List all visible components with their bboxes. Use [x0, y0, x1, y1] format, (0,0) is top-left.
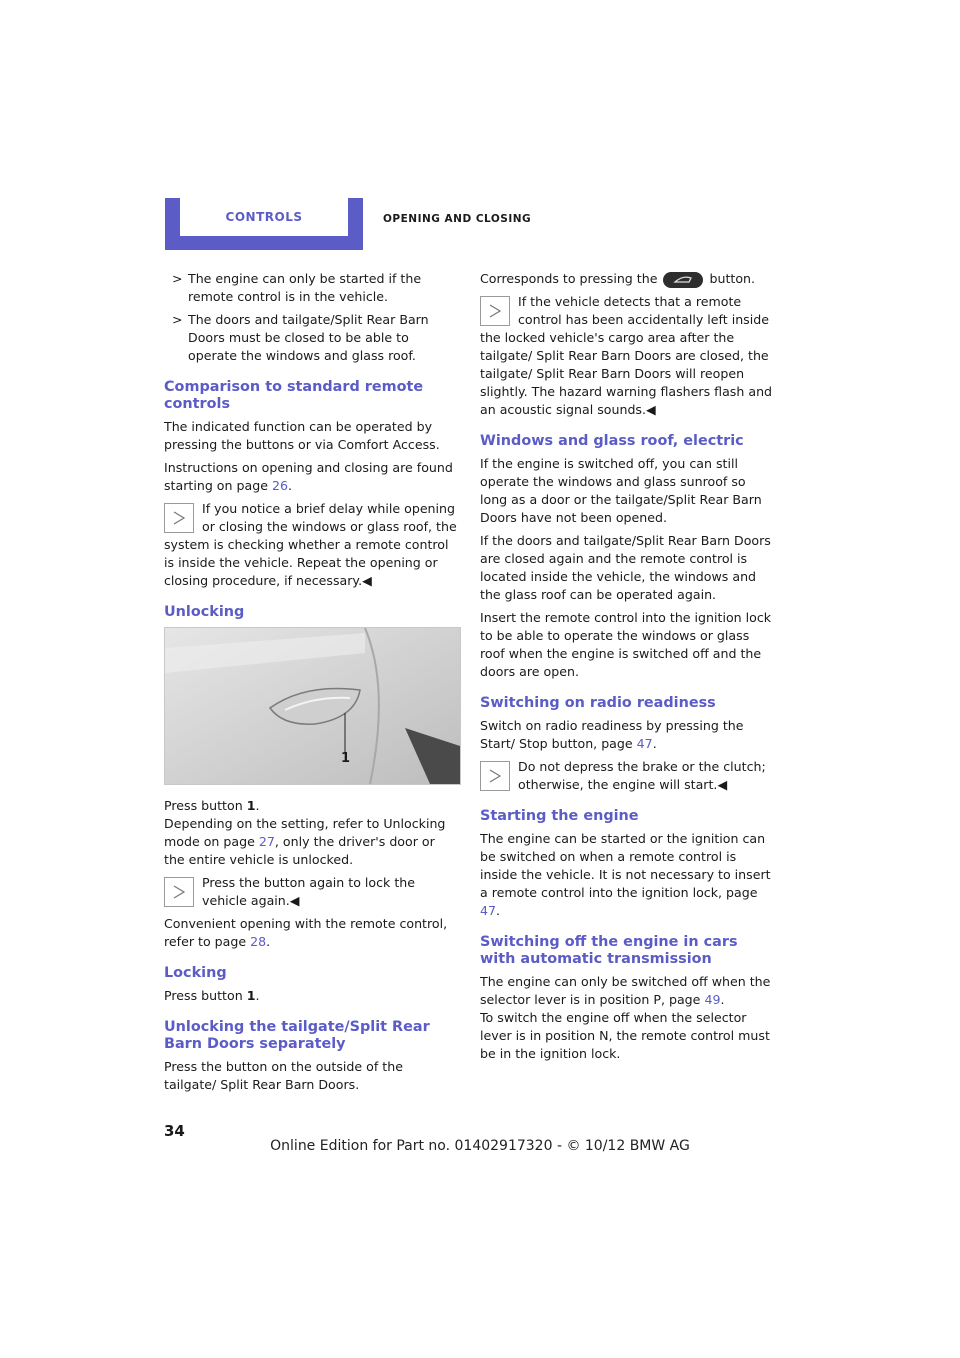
- paragraph: If the engine is switched off, you can still operate the windows and glass sunroof so long as a door or the tailgate/Split Rear Barn Doors have not been opened.: [480, 456, 762, 525]
- bullet-item: [164, 270, 459, 306]
- heading-tailgate: Unlocking the tailgate/Split Rear Barn Doors separately: [164, 1019, 430, 1052]
- footer-text: Online Edition for Part no. 01402917320 - © 10/12 BMW AG: [270, 1138, 690, 1154]
- paragraph: Depending on the setting, refer to Unlocking mode on page 27, only the driver's door or the entire vehicle is unlocked.: [164, 816, 446, 867]
- note-block: [164, 874, 459, 910]
- note-triangle-icon: [164, 877, 194, 907]
- chapter-tab-label: CONTROLS: [180, 198, 348, 236]
- heading-unlocking: Unlocking: [164, 604, 245, 620]
- image-callout: 1: [341, 751, 351, 766]
- note-block: [164, 500, 459, 590]
- end-marker: ◀: [362, 573, 372, 588]
- paragraph: Press button 1.: [164, 988, 260, 1003]
- paragraph: The indicated function can be operated by pressing the buttons or via Comfort Access.: [164, 419, 440, 452]
- page-link[interactable]: 27: [258, 834, 275, 849]
- page-link[interactable]: 47: [636, 736, 653, 751]
- paragraph: The engine can only be switched off when the selector lever is in position P, page 49.: [480, 974, 771, 1007]
- paragraph: Press the button on the outside of the tailgate/ Split Rear Barn Doors.: [164, 1059, 403, 1092]
- bullet-marker: >: [172, 312, 183, 327]
- door-handle-image: [164, 627, 461, 785]
- paragraph: The engine can be started or the ignition can be switched on when a remote control is inside the vehicle. It is not necessary to insert a remote control into the ignition lock, page 47.: [480, 831, 771, 918]
- paragraph: Switch on radio readiness by pressing the Start/ Stop button, page 47.: [480, 718, 744, 751]
- bullet-marker: >: [172, 271, 183, 286]
- note-triangle-icon: [164, 503, 194, 533]
- note-triangle-icon: [480, 296, 510, 326]
- page-link[interactable]: 28: [250, 934, 267, 949]
- paragraph: Convenient opening with the remote control, refer to page 28.: [164, 916, 448, 949]
- end-marker: ◀: [646, 402, 656, 417]
- page-link[interactable]: 49: [704, 992, 721, 1007]
- paragraph: If the doors and tailgate/Split Rear Barn Doors are closed again and the remote control is located inside the vehicle, the windows and the glass roof can be operated again.: [480, 533, 771, 602]
- paragraph: Corresponds to pressing the button.: [480, 271, 756, 286]
- note-text: If you notice a brief delay while opening or closing the windows or glass roof, the system is checking whether a remote control is inside the vehicle. Repeat the opening or closing procedure, if necessary.: [164, 501, 457, 588]
- heading-starting: Starting the engine: [480, 808, 639, 824]
- paragraph: To switch the engine off when the selector lever is in position N, the remote control must be in the ignition lock.: [480, 1010, 770, 1061]
- paragraph: Instructions on opening and closing are found starting on page 26.: [164, 460, 453, 493]
- heading-comparison: Comparison to standard remote controls: [164, 379, 424, 412]
- page-link[interactable]: 26: [271, 478, 289, 493]
- left-column: [164, 270, 459, 1099]
- note-text: Press the button again to lock the vehicle again.: [202, 875, 416, 908]
- paragraph: Insert the remote control into the ignition lock to be able to operate the windows or glass roof when the engine is switched off and the doors are open.: [480, 610, 772, 679]
- end-marker: ◀: [289, 893, 300, 908]
- heading-locking: Locking: [164, 965, 227, 981]
- bullet-item: [164, 311, 459, 365]
- note-block: [480, 293, 775, 419]
- page-number: 34: [164, 1122, 185, 1140]
- heading-switchoff: Switching off the engine in cars with automatic transmission: [480, 934, 738, 967]
- paragraph: Press button 1.: [164, 798, 260, 813]
- right-column: [480, 270, 775, 1068]
- heading-windows: Windows and glass roof, electric: [480, 433, 744, 449]
- end-marker: ◀: [717, 777, 728, 792]
- note-triangle-icon: [480, 761, 510, 791]
- section-title: OPENING AND CLOSING: [383, 213, 532, 225]
- heading-radio: Switching on radio readiness: [480, 695, 716, 711]
- bullet-text: The engine can only be started if the remote control is in the vehicle.: [188, 271, 422, 304]
- note-text: If the vehicle detects that a remote control has been accidentally left inside the locked vehicle's cargo area after the tailgate/ Split Rear Barn Doors are closed, the tailgate/ Split Rear Barn Doors will reopen slightly. The hazard warning flashers flash and an acoustic signal sounds.: [480, 294, 773, 417]
- note-text: Do not depress the brake or the clutch; otherwise, the engine will start.: [518, 759, 766, 792]
- tailgate-button-icon: [663, 272, 703, 288]
- page-link[interactable]: 47: [480, 903, 497, 918]
- bullet-text: The doors and tailgate/Split Rear Barn Doors must be closed to be able to operate the windows and glass roof.: [188, 312, 429, 363]
- note-block: [480, 758, 775, 794]
